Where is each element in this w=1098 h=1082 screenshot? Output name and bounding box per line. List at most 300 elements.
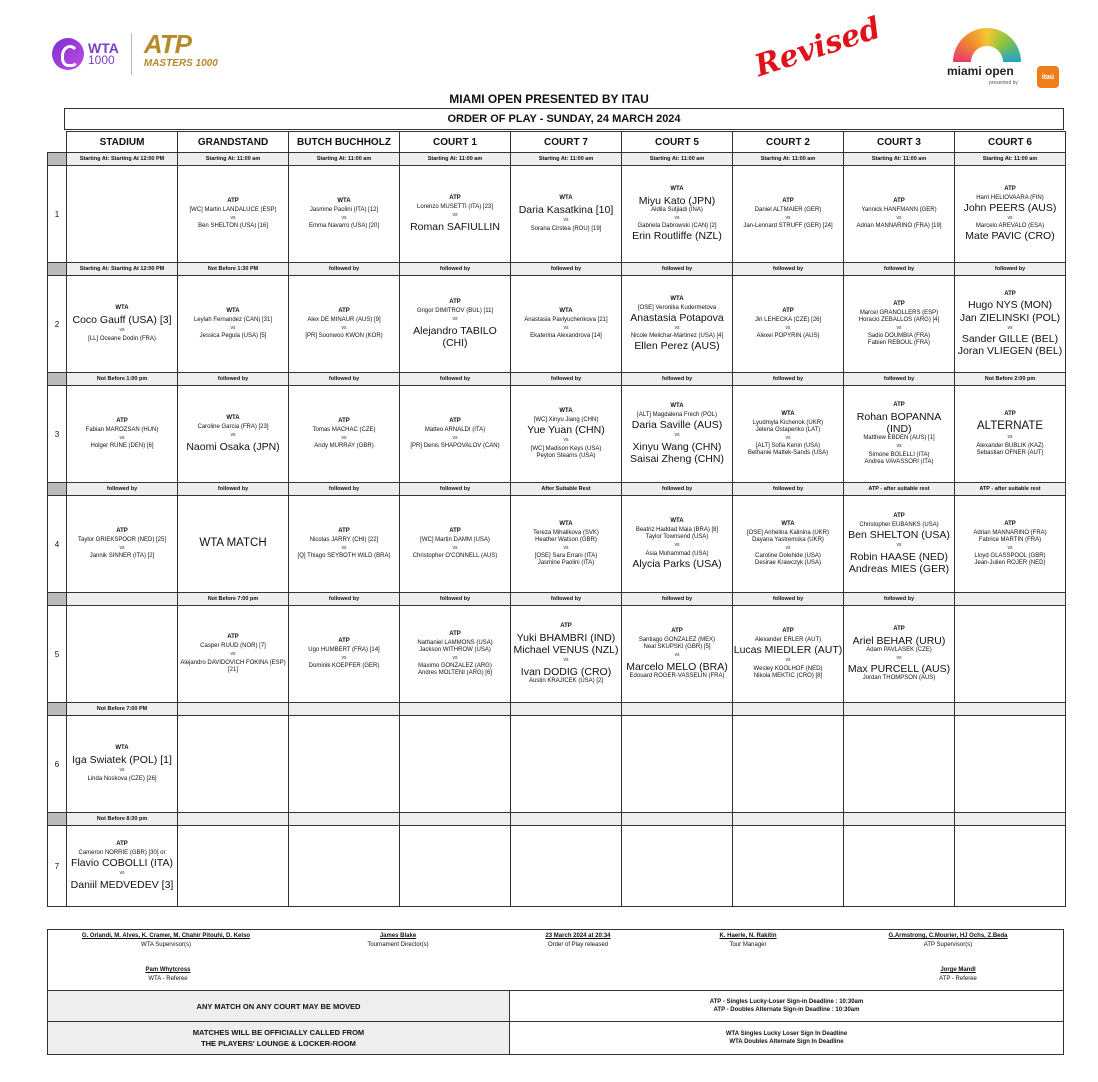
court-header-5: COURT 5	[622, 132, 733, 153]
match-cell	[289, 496, 400, 593]
match-cell	[400, 826, 511, 907]
tour-label: WTA	[559, 307, 573, 314]
player-name: Jan-Lennard STRUFF (GER) [24]	[743, 223, 833, 230]
start-time: followed by	[511, 593, 622, 606]
match-row	[48, 386, 1066, 483]
match-cell	[511, 276, 622, 373]
court-header-6: COURT 2	[733, 132, 844, 153]
match-cell	[400, 496, 511, 593]
tour-label: ATP	[227, 634, 239, 641]
time-gutter	[48, 373, 67, 386]
match-cell	[955, 606, 1066, 703]
player-name: Heather Watson (GBR)	[535, 536, 597, 543]
tm-role: Tour Manager	[729, 942, 767, 948]
match-cell	[289, 606, 400, 703]
tour-label: ATP	[116, 527, 128, 534]
tour-label: ATP	[449, 195, 461, 202]
player-name: Matteo ARNALDI (ITA)	[424, 426, 486, 433]
versus-label: vs	[563, 217, 569, 224]
tour-label: WTA	[781, 520, 795, 527]
player-name: Christopher EUBANKS (USA)	[859, 522, 939, 529]
match-cell	[67, 606, 178, 703]
start-time: followed by	[733, 373, 844, 386]
player-name: Ben SHELTON (USA)	[848, 528, 950, 541]
player-name: Anastasia Pavlyuchenkova [21]	[524, 316, 608, 323]
player-name: Roman SAFIULLIN	[410, 220, 500, 233]
player-name: Saisai Zheng (CHN)	[630, 452, 724, 465]
start-time: Starting At: 11:00 am	[400, 153, 511, 166]
player-name: Fabrice MARTIN (FRA)	[978, 536, 1042, 543]
miami-logo-sub: presented by	[989, 80, 1018, 86]
start-time: Starting At: 11:00 am	[955, 153, 1066, 166]
player-name: Hugo NYS (MON)	[967, 299, 1052, 312]
match-cell	[844, 166, 955, 263]
player-name: Jiri LEHECKA (CZE) [26]	[754, 316, 822, 323]
match-cell	[67, 716, 178, 813]
match-row	[48, 826, 1066, 907]
match-cell	[511, 166, 622, 263]
atp-deadline-singles: ATP - Singles Lucky-Loser Sign-in Deadline : 10:30am	[709, 999, 864, 1005]
start-time: Starting At: 11:00 am	[289, 153, 400, 166]
player-name: Matthew EBDEN (AUS) [1]	[863, 435, 935, 442]
player-name: [PR] Soonwoo KWON (KOR)	[305, 333, 383, 340]
versus-label: vs	[230, 651, 236, 658]
versus-label: vs	[563, 324, 569, 331]
player-name: Lloyd GLASSPOOL (GBR)	[974, 553, 1046, 560]
versus-label: vs	[563, 657, 569, 664]
tour-label: ATP	[116, 841, 128, 848]
itau-logo: itaú	[1037, 66, 1059, 88]
player-name: [ALT] Magdalena Frech (POL)	[637, 412, 717, 419]
row-number: 5	[48, 606, 67, 703]
player-name: Maximo GONZALEZ (ARG)	[418, 663, 492, 670]
versus-label: vs	[119, 870, 125, 877]
match-cell	[733, 826, 844, 907]
time-row	[48, 593, 1066, 606]
tour-label: ATP	[782, 628, 794, 635]
player-name: Anastasia Potapova	[630, 311, 724, 324]
player-name: Beatriz Haddad Maia (BRA) [8]	[635, 527, 719, 534]
tour-label: ATP	[782, 307, 794, 314]
player-name: Linda Noskova (CZE) [26]	[87, 775, 157, 782]
start-time: Not Before 2:00 pm	[955, 373, 1066, 386]
wta-referee	[108, 966, 228, 984]
match-cell	[178, 826, 289, 907]
start-time	[289, 813, 400, 826]
player-name: Adrian MANNARINO (FRA)	[973, 529, 1047, 536]
row-number: 7	[48, 826, 67, 907]
atp-referee-role: ATP - Referee	[939, 976, 977, 982]
tour-label: WTA	[670, 185, 684, 192]
atp-referee-name: Jorge Mandl	[940, 967, 976, 973]
tour-label: ATP	[1004, 520, 1016, 527]
player-name: Austin KRAJICEK (USA) [2]	[528, 677, 604, 684]
match-cell	[178, 496, 289, 593]
start-time: After Suitable Rest	[511, 483, 622, 496]
match-cell	[844, 386, 955, 483]
match-cell	[178, 386, 289, 483]
start-time: Starting At: 11:00 am	[511, 153, 622, 166]
order-of-play-table	[47, 131, 1066, 907]
miami-open-logo	[945, 28, 1065, 90]
match-cell	[955, 386, 1066, 483]
versus-label: vs	[674, 324, 680, 331]
start-time	[622, 813, 733, 826]
tour-label: WTA	[559, 408, 573, 415]
player-name: Andy MURRAY (GBR)	[314, 443, 374, 450]
miami-logo-name: miami open	[947, 64, 1014, 78]
tour-label: WTA	[670, 295, 684, 302]
time-row	[48, 483, 1066, 496]
called-notice-line-2: THE PLAYERS' LOUNGE & LOCKER-ROOM	[201, 1039, 356, 1048]
start-time: Starting At: Starting At 12:00 PM	[67, 153, 178, 166]
versus-label: vs	[119, 327, 125, 334]
player-name: [OSE] Veronika Kudermetova	[637, 304, 717, 311]
start-time: ATP - after suitable rest	[844, 483, 955, 496]
player-name: Edouard ROGER-VASSELIN (FRA)	[629, 672, 725, 679]
start-time	[844, 813, 955, 826]
player-name: Grigor DIMITROV (BUL) [11]	[416, 308, 494, 315]
match-cell	[289, 716, 400, 813]
player-name: John PEERS (AUS)	[963, 201, 1057, 214]
tour-label: ATP	[116, 417, 128, 424]
player-name: [WC] Xinyu Jiang (CHN)	[533, 417, 599, 424]
atp-supervisor-role: ATP Supervisor(s)	[923, 942, 973, 948]
start-time: Starting At: 11:00 am	[844, 153, 955, 166]
player-name: Daniel ALTMAIER (GER)	[754, 206, 822, 213]
start-time	[67, 593, 178, 606]
court-header-row	[48, 132, 1066, 153]
player-name: Alejandro DAVIDOVICH FOKINA (ESP) [21]	[180, 659, 286, 673]
versus-label: vs	[674, 431, 680, 438]
player-name: Alexander BUBLIK (KAZ)	[976, 443, 1044, 450]
player-name: Asia Muhammad (USA)	[645, 550, 709, 557]
start-time: followed by	[733, 263, 844, 276]
match-cell	[67, 826, 178, 907]
player-name: Lyudmyla Kichenok (UKR)	[752, 419, 824, 426]
court-header-1: GRANDSTAND	[178, 132, 289, 153]
start-time	[622, 703, 733, 716]
versus-label: vs	[896, 214, 902, 221]
tour-label: ATP	[893, 402, 905, 409]
player-name: [WC] Martin LANDALUCE (ESP)	[189, 206, 277, 213]
tm-names: K. Haerle, N. Rakitin	[719, 933, 777, 939]
match-row	[48, 496, 1066, 593]
tour-label: ATP	[893, 513, 905, 520]
versus-label: vs	[230, 214, 236, 221]
wta-referee-role: WTA - Referee	[148, 976, 188, 982]
start-time: followed by	[844, 263, 955, 276]
match-cell	[733, 716, 844, 813]
player-name: Jelena Ostapenko (LAT)	[755, 426, 821, 433]
time-gutter	[48, 153, 67, 166]
start-time	[733, 813, 844, 826]
match-cell	[733, 606, 844, 703]
start-time: followed by	[400, 593, 511, 606]
match-cell	[400, 606, 511, 703]
wta-deadlines	[509, 1021, 1064, 1055]
match-cell	[289, 276, 400, 373]
tour-label: ATP	[560, 623, 572, 630]
alternate-placeholder: ALTERNATE	[976, 420, 1044, 433]
tour-label: WTA	[670, 403, 684, 410]
match-cell	[289, 826, 400, 907]
player-name: Alex DE MINAUR (AUS) [9]	[307, 316, 381, 323]
start-time: followed by	[622, 593, 733, 606]
versus-label: vs	[452, 544, 458, 551]
versus-label: vs	[896, 443, 902, 450]
match-cell	[622, 386, 733, 483]
match-cell	[844, 606, 955, 703]
versus-label: vs	[785, 544, 791, 551]
page-title: MIAMI OPEN PRESENTED BY ITAU	[449, 92, 649, 106]
start-time	[955, 813, 1066, 826]
player-name: Ben SHELTON (USA) [16]	[198, 223, 268, 230]
start-time	[844, 703, 955, 716]
match-cell	[511, 826, 622, 907]
start-time: followed by	[289, 373, 400, 386]
player-name: Caroline Dolehide (USA)	[755, 553, 821, 560]
match-cell	[733, 496, 844, 593]
match-row	[48, 276, 1066, 373]
tour-label: WTA	[226, 307, 240, 314]
start-time: followed by	[955, 263, 1066, 276]
player-name: Michael VENUS (NZL)	[513, 644, 619, 657]
start-time: followed by	[178, 483, 289, 496]
player-name: Jasmine Paolini (ITA)	[537, 560, 595, 567]
match-cell	[844, 716, 955, 813]
match-cell	[733, 276, 844, 373]
court-header-4: COURT 7	[511, 132, 622, 153]
player-name: Christopher O'CONNELL (AUS)	[412, 553, 498, 560]
player-name: Robin HAASE (NED)	[849, 550, 949, 563]
versus-label: vs	[341, 324, 347, 331]
player-name: Jackson WITHROW (USA)	[419, 646, 491, 653]
player-name: Ivan DODIG (CRO)	[520, 665, 612, 678]
player-name: Joran VLIEGEN (BEL)	[957, 345, 1063, 358]
match-cell	[844, 496, 955, 593]
player-name: Iga Swiatek (POL) [1]	[72, 754, 172, 767]
player-name: Marcelo AREVALO (ESA)	[975, 223, 1045, 230]
versus-label: vs	[896, 654, 902, 661]
time-row	[48, 703, 1066, 716]
versus-label: vs	[230, 324, 236, 331]
match-cell	[733, 166, 844, 263]
player-name: Neal SKUPSKI (GBR) [5]	[643, 644, 711, 651]
versus-label: vs	[785, 214, 791, 221]
time-row	[48, 813, 1066, 826]
start-time: followed by	[844, 373, 955, 386]
versus-label: vs	[1007, 544, 1013, 551]
match-cell	[67, 386, 178, 483]
versus-label: vs	[785, 434, 791, 441]
versus-label: vs	[674, 214, 680, 221]
start-time	[733, 703, 844, 716]
tour-label: ATP	[449, 630, 461, 637]
atp-deadline-doubles: ATP - Doubles Alternate Sign-in Deadline : 10:30am	[713, 1007, 860, 1013]
player-name: Tomas MACHAC (CZE)	[312, 426, 376, 433]
player-name: [ALT] Sofia Kenin (USA)	[755, 443, 821, 450]
match-cell	[400, 716, 511, 813]
player-name: Alejandro TABILO (CHI)	[413, 324, 497, 349]
match-cell	[289, 166, 400, 263]
tournament-director	[328, 932, 468, 950]
revised-stamp: Revised	[750, 10, 885, 85]
player-name: Tereza Mihalikova (SVK)	[533, 529, 599, 536]
match-cell	[178, 606, 289, 703]
versus-label: vs	[341, 214, 347, 221]
tour-label: ATP	[893, 197, 905, 204]
start-time: followed by	[622, 483, 733, 496]
start-time	[955, 593, 1066, 606]
match-cell	[844, 826, 955, 907]
wta-mark-icon	[52, 38, 84, 70]
player-name: Casper RUUD (NOR) [7]	[200, 643, 266, 650]
player-name: Jannik SINNER (ITA) [2]	[89, 553, 155, 560]
released-time: 23 March 2024 at 20:34	[545, 933, 611, 939]
atp-logo	[143, 29, 218, 76]
versus-label: vs	[341, 434, 347, 441]
match-row	[48, 606, 1066, 703]
wta-logo-name: WTA	[88, 40, 119, 56]
row-number: 6	[48, 716, 67, 813]
player-name: Jan ZIELINSKI (POL)	[959, 311, 1061, 324]
start-time	[178, 813, 289, 826]
match-cell	[67, 166, 178, 263]
player-name: Naomi Osaka (JPN)	[186, 440, 280, 453]
wta-supervisor-names: G. Orlandi, M. Alves, K. Cramer, M. Chahir Pitouhi, D. Kelso	[81, 933, 251, 939]
match-cell	[622, 496, 733, 593]
player-name: Alycia Parks (USA)	[632, 557, 722, 570]
match-row	[48, 716, 1066, 813]
row-number: 3	[48, 386, 67, 483]
atp-deadlines	[509, 990, 1064, 1022]
player-name: Alexei POPYRIN (AUS)	[756, 333, 820, 340]
versus-label: vs	[119, 544, 125, 551]
start-time: followed by	[622, 373, 733, 386]
start-time	[400, 813, 511, 826]
start-time	[400, 703, 511, 716]
player-name: Caroline Garcia (FRA) [23]	[197, 424, 269, 431]
player-name: Rohan BOPANNA (IND)	[856, 411, 942, 436]
tour-label: ATP	[338, 307, 350, 314]
versus-label: vs	[785, 324, 791, 331]
player-name: Lorenzo MUSETTI (ITA) [23]	[417, 204, 493, 211]
player-name: Mate PAVIC (CRO)	[965, 230, 1055, 243]
tour-label: WTA	[781, 410, 795, 417]
start-time: followed by	[622, 263, 733, 276]
start-time: followed by	[289, 483, 400, 496]
tour-label: ATP	[338, 637, 350, 644]
tour-label: ATP	[1004, 290, 1016, 297]
released-label: Order of Play released	[547, 942, 609, 948]
player-name: Daniil MEDVEDEV [3]	[70, 878, 174, 891]
player-name: Dominik KOEPFER (GER)	[308, 663, 380, 670]
match-cell	[955, 496, 1066, 593]
player-name: Daria Kasatkina [10]	[518, 204, 614, 217]
atp-logo-sub: MASTERS 1000	[143, 58, 218, 69]
start-time: Starting At: 11:00 am	[178, 153, 289, 166]
match-cell	[622, 276, 733, 373]
td-role: Tournament Director(s)	[367, 942, 429, 948]
wta-deadline-doubles: WTA Doubles Alternate Sign In Deadline	[729, 1039, 844, 1045]
start-time: followed by	[400, 483, 511, 496]
time-gutter	[48, 593, 67, 606]
player-name: Daria Saville (AUS)	[631, 418, 723, 431]
player-name: Fabien REBOUL (FRA)	[867, 340, 931, 347]
versus-label: vs	[452, 211, 458, 218]
player-name: Dayana Yastremska (UKR)	[752, 536, 824, 543]
match-cell	[178, 716, 289, 813]
start-time: Not Before 1:30 PM	[178, 263, 289, 276]
row-number: 1	[48, 166, 67, 263]
player-name: Marcelo MELO (BRA)	[626, 660, 728, 673]
player-name: Taylor Townsend (USA)	[645, 534, 709, 541]
player-name: Emma Navarro (USA) [20]	[308, 223, 380, 230]
player-name: Xinyu Wang (CHN)	[632, 440, 722, 453]
versus-label: vs	[785, 657, 791, 664]
versus-label: vs	[1007, 324, 1013, 331]
match-cell	[733, 386, 844, 483]
match-cell	[511, 496, 622, 593]
order-released	[498, 932, 658, 950]
wta-deadline-singles: WTA Singles Lucky Loser Sign In Deadline	[725, 1031, 848, 1037]
player-name: Wesley KOOLHOF (NED)	[753, 665, 823, 672]
player-name: Nikola MEKTIC (CRO) [8]	[753, 672, 823, 679]
start-time: Not Before 8:30 pm	[67, 813, 178, 826]
player-name: Santiago GONZALEZ (MEX)	[638, 637, 716, 644]
start-time: Starting At: 11:00 am	[622, 153, 733, 166]
player-name: Ekaterina Alexandrova [14]	[530, 333, 602, 340]
atp-supervisors	[848, 932, 1048, 950]
tour-logos	[52, 28, 218, 80]
called-notice-line-1: MATCHES WILL BE OFFICIALLY CALLED FROM	[192, 1028, 365, 1037]
player-name: [PR] Denis SHAPOVALOV (CAN)	[410, 443, 500, 450]
versus-label: vs	[896, 541, 902, 548]
start-time: followed by	[511, 373, 622, 386]
td-name: James Blake	[379, 933, 417, 939]
player-name: Fabian MAROZSAN (HUN)	[85, 426, 159, 433]
player-name: Adam PAVLASEK (CZE)	[866, 646, 932, 653]
logo-divider	[131, 33, 132, 75]
player-name: Taylor GRIEKSPOOR (NED) [25]	[77, 536, 167, 543]
page-subtitle: ORDER OF PLAY - SUNDAY, 24 MARCH 2024	[64, 108, 1064, 130]
time-row	[48, 373, 1066, 386]
match-cell	[955, 716, 1066, 813]
versus-label: vs	[230, 431, 236, 438]
start-time	[511, 703, 622, 716]
match-cell	[622, 826, 733, 907]
versus-label: vs	[119, 434, 125, 441]
match-cell	[511, 386, 622, 483]
player-name: Sadio DOUMBIA (FRA)	[867, 333, 931, 340]
time-row	[48, 263, 1066, 276]
wta-logo-sub: 1000	[88, 53, 115, 67]
wta-supervisor-role: WTA Supervisor(s)	[141, 942, 191, 948]
player-name: Holger RUNE (DEN) [6]	[90, 443, 154, 450]
player-name: Sander GILLE (BEL)	[961, 333, 1059, 346]
wta-supervisors	[56, 932, 276, 950]
versus-label: vs	[119, 767, 125, 774]
player-name: Yue Yuan (CHN)	[527, 424, 605, 437]
match-cell	[955, 166, 1066, 263]
player-name: Aldila Sutjiadi (INA)	[651, 206, 703, 213]
match-row	[48, 166, 1066, 263]
player-name: Ellen Perez (AUS)	[634, 340, 720, 353]
tour-label: ATP	[1004, 411, 1016, 418]
tour-label: WTA	[670, 518, 684, 525]
player-name: Yuki BHAMBRI (IND)	[516, 632, 616, 645]
